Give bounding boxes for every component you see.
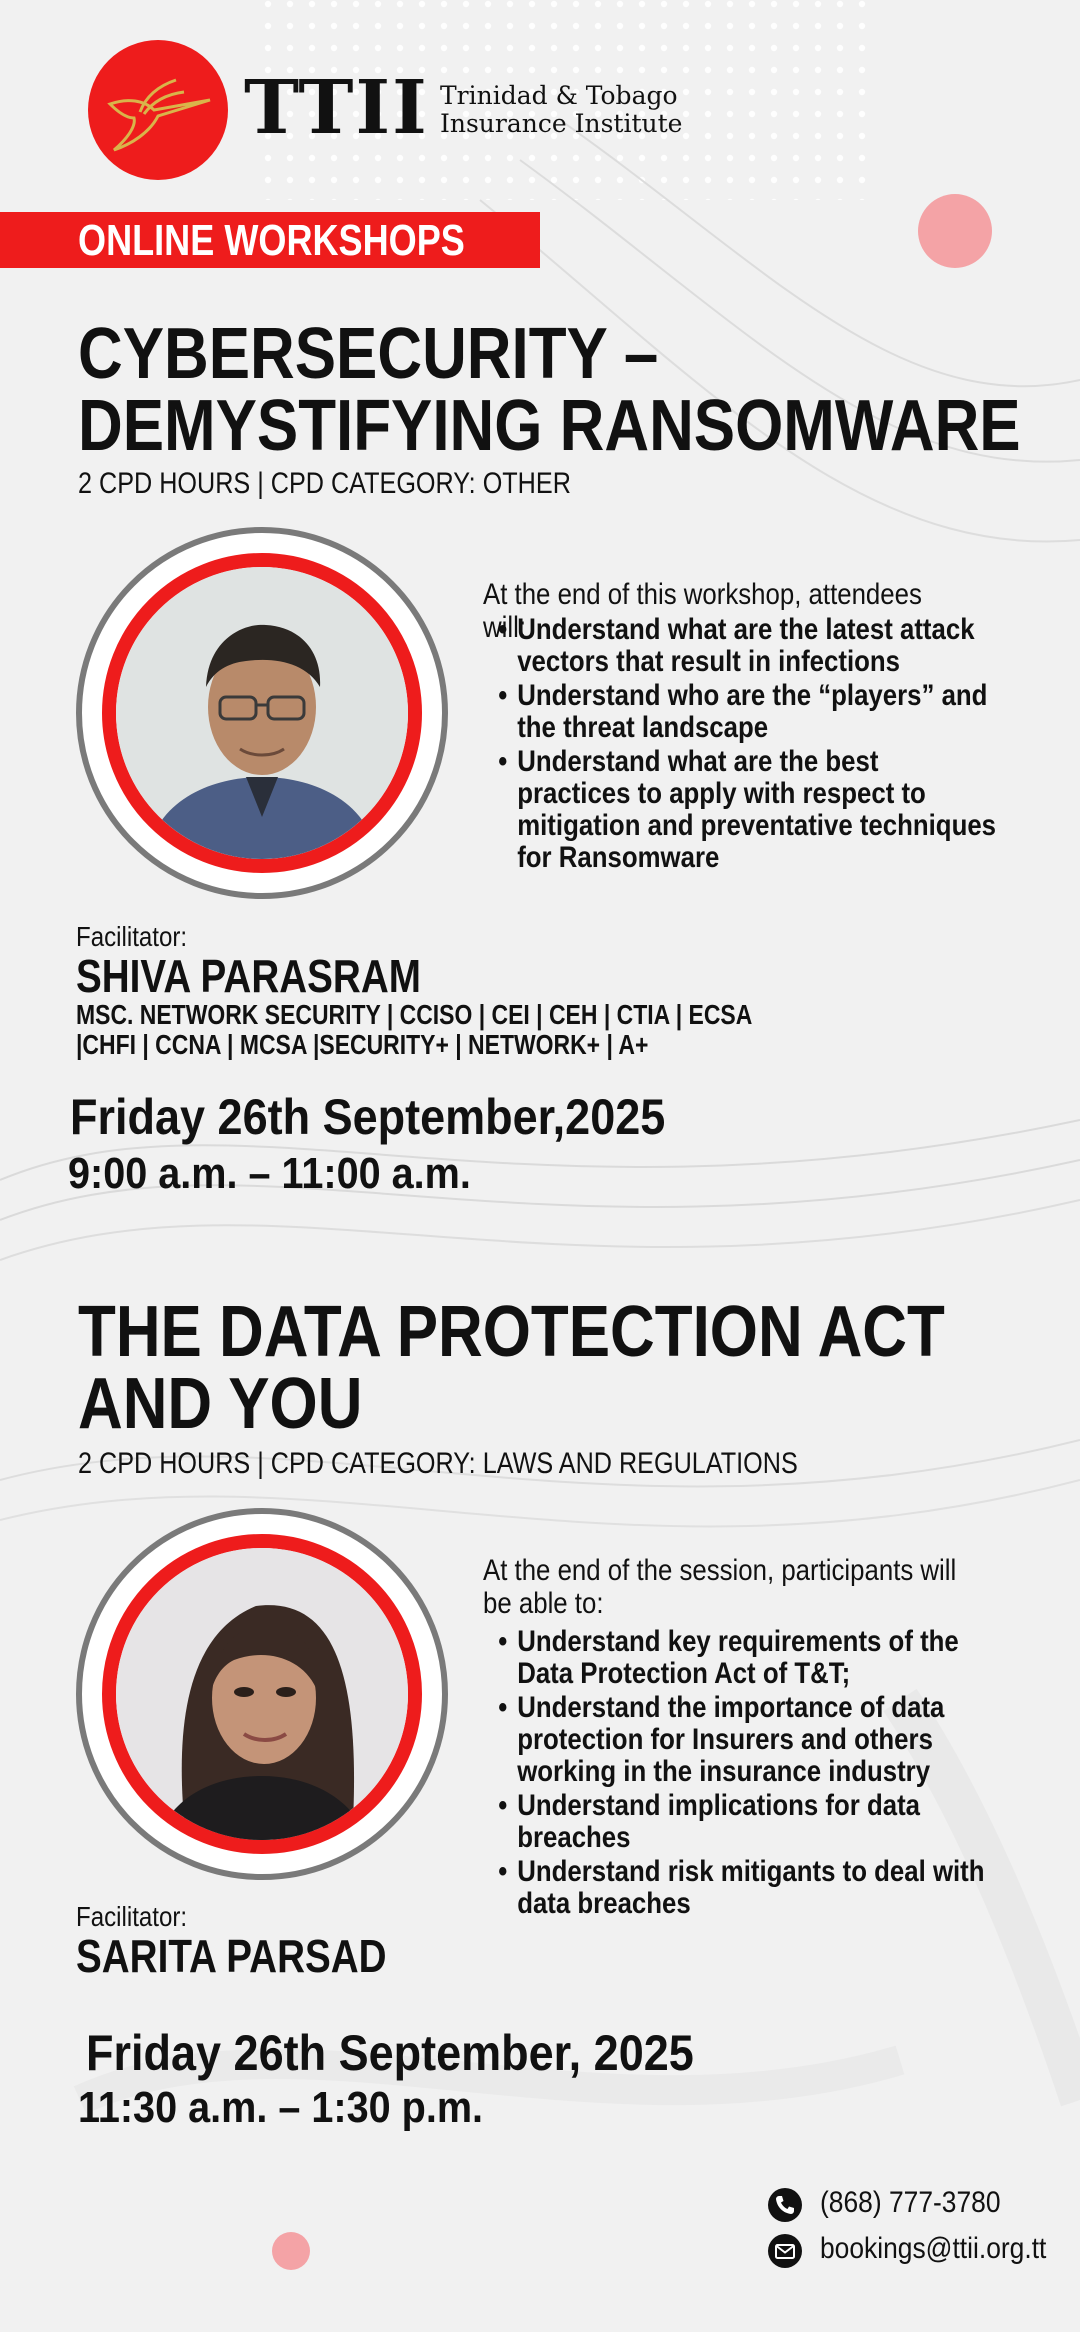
facilitator1-label: Facilitator: — [76, 921, 188, 952]
list-item: • Understand risk mitigants to deal with data breaches — [517, 1856, 999, 1920]
workshop2-cpd: 2 CPD HOURS | CPD CATEGORY: LAWS AND REGULATIONS — [78, 1447, 798, 1480]
contact-phone[interactable]: (868) 777-3780 — [820, 2186, 1001, 2219]
list-item: • Understand who are the “players” and the threat landscape — [517, 680, 999, 744]
list-item: • Understand implications for data breaches — [517, 1790, 999, 1854]
hummingbird-icon — [88, 40, 228, 180]
facilitator1-name: SHIVA PARASRAM — [76, 950, 421, 1002]
facilitator1-photo — [76, 527, 448, 899]
facilitator1-credentials: MSC. NETWORK SECURITY | CCISO | CEI | CEH | CTIA | ECSA |CHFI | CCNA | MCSA |SECURITY+ | NETWORK+ | A+ — [76, 999, 752, 1060]
list-item: • Understand key requirements of the Data Protection Act of T&T; — [517, 1626, 999, 1690]
workshop1-date: Friday 26th September,2025 — [70, 1089, 666, 1145]
logo-name-line2: Insurance Institute — [440, 109, 683, 138]
logo-name-line1: Trinidad & Tobago — [440, 81, 678, 110]
facilitator2-label: Facilitator: — [76, 1901, 188, 1932]
workshop2-title-line1: THE DATA PROTECTION ACT — [78, 1292, 945, 1372]
workshop2-date: Friday 26th September, 2025 — [86, 2025, 694, 2081]
phone-icon — [768, 2188, 802, 2222]
mail-icon — [768, 2234, 802, 2268]
logo-institute-name — [440, 82, 682, 138]
facilitator2-portrait — [116, 1548, 408, 1840]
list-item: • Understand the importance of data protection for Insurers and others working in the insurance industry — [517, 1692, 999, 1788]
decorative-dot — [918, 194, 992, 268]
workshop1-title-line1: CYBERSECURITY – — [78, 314, 659, 394]
workshop2-outcomes — [500, 1626, 999, 1922]
facilitator1-portrait — [116, 567, 408, 859]
facilitator2-photo — [76, 1508, 448, 1880]
workshop1-outcomes — [500, 614, 999, 876]
decorative-dot — [272, 2232, 310, 2270]
facilitator2-name: SARITA PARSAD — [76, 1930, 387, 1982]
logo-acronym: TTII — [244, 65, 429, 151]
list-item: • Understand what are the best practices to apply with respect to mitigation and preventative techniques for Ransomware — [517, 746, 999, 874]
workshop1-time: 9:00 a.m. – 11:00 a.m. — [68, 1149, 471, 1198]
workshop2-title-line2: AND YOU — [78, 1364, 363, 1444]
workshop2-intro: At the end of the session, participants will be able to: — [483, 1554, 957, 1620]
banner-label: ONLINE WORKSHOPS — [78, 216, 465, 265]
workshop1-cpd: 2 CPD HOURS | CPD CATEGORY: OTHER — [78, 467, 571, 500]
list-item: • Understand what are the latest attack vectors that result in infections — [517, 614, 999, 678]
logo — [88, 40, 228, 180]
online-workshops-banner — [0, 212, 540, 268]
workshop2-time: 11:30 a.m. – 1:30 p.m. — [78, 2083, 484, 2132]
contact-email[interactable]: bookings@ttii.org.tt — [820, 2232, 1047, 2265]
workshop1-title-line2: DEMYSTIFYING RANSOMWARE — [78, 386, 1021, 466]
workshop1-intro: At the end of this workshop, attendees will: — [483, 578, 922, 644]
